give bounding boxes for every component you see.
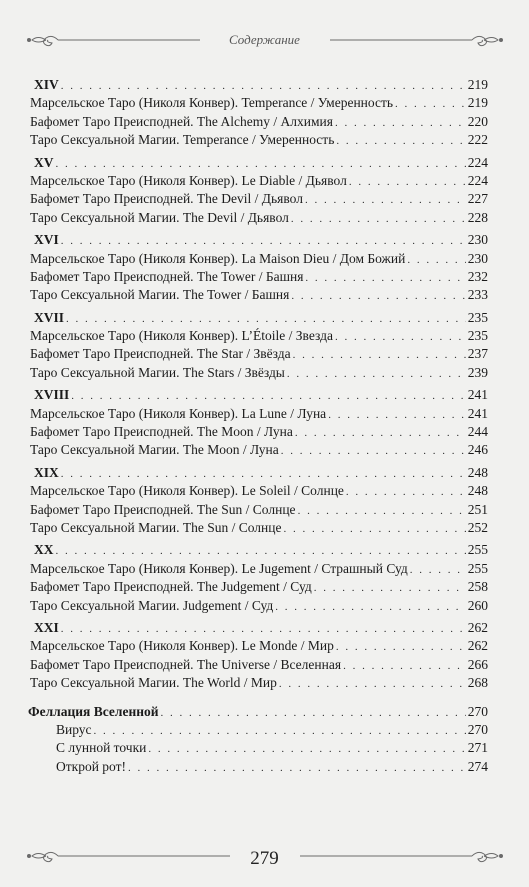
dot-leader [283,520,465,538]
dot-leader [61,77,466,95]
toc-page-number: 230 [467,232,488,248]
dot-leader [71,387,465,405]
toc-page-number: 224 [467,154,488,170]
toc-page-number: 274 [467,758,488,774]
toc-entry-title: Бафомет Таро Преисподней. The Alchemy / Алхимия [30,113,333,129]
dot-leader [275,598,465,616]
toc-entry [28,758,488,776]
toc-entry [28,519,488,537]
toc-page-number: 237 [467,346,488,362]
toc-entry-title: Бафомет Таро Преисподней. The Judgement / Суд [30,579,312,595]
toc-entry [28,721,488,739]
toc-entry-title: Таро Сексуальной Магии. The Sun / Солнце [30,519,282,535]
dot-leader [148,740,465,758]
toc-page-number: 222 [467,132,488,148]
toc-entry [28,560,488,578]
dot-leader [336,638,466,656]
toc-entry-title: Марсельское Таро (Николя Конвер). Temperance / Умеренность [30,95,394,111]
toc-page-number: 266 [467,656,488,672]
toc-entry-title: Марсельское Таро (Николя Конвер). La Lune / Луна [30,405,327,421]
toc-page-number: 219 [467,95,488,111]
toc-entry [28,250,488,268]
toc-entry-title: Марсельское Таро (Николя Конвер). Le Soleil / Солнце [30,483,344,499]
toc-entry-title: С лунной точки [56,740,147,756]
toc-entry [28,501,488,519]
toc-entry [28,209,488,227]
running-header [0,29,529,49]
running-header-title: Содержание [229,32,300,47]
dot-leader [293,346,466,364]
toc-page-number: 255 [467,542,488,558]
page-number: 279 [250,848,279,869]
dot-leader [61,620,466,638]
toc-entry-title: Бафомет Таро Преисподней. The Devil / Дьявол [30,191,303,207]
toc-section-entry [28,76,488,94]
toc-page-number: 262 [467,619,488,635]
dot-leader [281,442,466,460]
dot-leader [395,95,466,113]
toc-entry [28,172,488,190]
dot-leader [314,579,466,597]
dot-leader [407,251,465,269]
toc-entry [28,364,488,382]
toc-entry-title: Бафомет Таро Преисподней. The Tower / Башня [30,268,304,284]
toc-page-number: 262 [467,638,488,654]
dot-leader [161,704,466,722]
toc-entry-title: XIV [34,77,59,92]
toc-entry-title: Таро Сексуальной Магии. The World / Мир [30,675,277,691]
toc-section-entry [28,309,488,327]
toc-entry [28,94,488,112]
toc-section-entry [28,231,488,249]
toc-chapter-entry [28,703,488,721]
toc-entry-title: Таро Сексуальной Магии. The Devil / Дьявол [30,209,289,225]
toc-page-number: 228 [467,209,488,225]
toc-section-entry [28,386,488,404]
toc-entry-title: Марсельское Таро (Николя Конвер). Le Diable / Дьявол [30,172,347,188]
toc-entry [28,131,488,149]
dot-leader [336,132,465,150]
toc-page-number: 244 [467,424,488,440]
dot-leader [335,328,466,346]
dot-leader [279,675,466,693]
toc-entry [28,597,488,615]
toc-page-number: 220 [467,113,488,129]
dot-leader [291,287,465,305]
dot-leader [66,310,466,328]
toc-page-number: 241 [467,387,488,403]
dot-leader [410,561,466,579]
toc-page-number: 233 [467,287,488,303]
dot-leader [305,191,466,209]
dot-leader [56,155,466,173]
toc-entry-title: Марсельское Таро (Николя Конвер). La Maison Dieu / Дом Божий [30,250,406,266]
toc-entry-title: XX [34,542,54,558]
toc-page-number: 230 [467,250,488,266]
toc-entry-title: Таро Сексуальной Магии. Judgement / Суд [30,597,274,613]
toc-entry-title: Феллация Вселенной [28,703,159,719]
toc-page-number: 232 [467,268,488,284]
toc-section-entry [28,541,488,559]
toc-entry [28,739,488,757]
toc-entry-title: XIX [34,464,59,480]
dot-leader [349,173,466,191]
toc-entry-title: Таро Сексуальной Магии. The Moon / Луна [30,442,279,458]
toc-entry [28,327,488,345]
dot-leader [94,722,466,740]
toc-entry-title: XVIII [34,387,70,403]
dot-leader [305,269,465,287]
toc-page-number: 271 [467,740,488,756]
toc-entry [28,423,488,441]
dot-leader [56,542,466,560]
toc-page-number: 235 [467,328,488,344]
toc-entry [28,578,488,596]
toc-page-number: 246 [467,442,488,458]
toc-section-entry [28,464,488,482]
toc-page-number: 255 [467,560,488,576]
dot-leader [295,424,466,442]
toc-entry [28,405,488,423]
dot-leader [335,114,466,132]
toc-entry [28,656,488,674]
toc-entry [28,345,488,363]
toc-entry [28,637,488,655]
toc-page-number: 235 [467,309,488,325]
toc-entry [28,190,488,208]
dot-leader [291,210,466,228]
toc-entry [28,286,488,304]
toc-section-entry [28,619,488,637]
dot-leader [346,483,466,501]
toc-section-entry [28,154,488,172]
toc-page-number: 270 [467,703,488,719]
dot-leader [61,232,466,250]
toc-page-number: 219 [467,77,488,92]
toc-entry-title: Таро Сексуальной Магии. The Stars / Звёзды [30,364,285,380]
toc-page-number: 251 [467,501,488,517]
toc-entry-title: Бафомет Таро Преисподней. The Moon / Луна [30,424,293,440]
toc-page-number: 227 [467,191,488,207]
dot-leader [298,502,466,520]
toc-page-number: 239 [467,364,488,380]
toc-entry-title: Открой рот! [56,758,127,774]
toc-entry-title: XVII [34,309,65,325]
toc-page-number: 224 [467,172,488,188]
dot-leader [287,365,466,383]
toc-entry [28,674,488,692]
toc-page-number: 258 [467,579,488,595]
dot-leader [343,657,466,675]
toc-entry-title: Таро Сексуальной Магии. Temperance / Умеренность [30,132,335,148]
toc-page-number: 268 [467,675,488,691]
toc-entry-title: Бафомет Таро Преисподней. The Universe / Вселенная [30,656,342,672]
dot-leader [61,465,466,483]
toc-entry [28,482,488,500]
toc-entry-title: XV [34,154,54,170]
toc-page-number: 252 [467,519,488,535]
toc-entry-title: Марсельское Таро (Николя Конвер). L’Étoile / Звезда [30,328,333,344]
toc-page-number: 241 [467,405,488,421]
toc-page-number: 248 [467,483,488,499]
toc-entry [28,268,488,286]
toc-page-number: 270 [467,721,488,737]
toc-entry-title: XXI [34,619,59,635]
toc-entry-title: Бафомет Таро Преисподней. The Sun / Солнце [30,501,296,517]
toc-entry-title: Марсельское Таро (Николя Конвер). Le Monde / Мир [30,638,334,654]
toc-entry [28,113,488,131]
table-of-contents [28,76,488,776]
toc-entry-title: Вирус [56,721,92,737]
toc-page-number: 248 [467,464,488,480]
toc-entry-title: Бафомет Таро Преисподней. The Star / Звёзда [30,346,291,362]
toc-entry [28,441,488,459]
toc-page-number: 260 [467,597,488,613]
dot-leader [328,406,466,424]
dot-leader [128,759,466,777]
toc-entry-title: XVI [34,232,59,248]
toc-entry-title: Таро Сексуальной Магии. The Tower / Башня [30,287,290,303]
toc-entry-title: Марсельское Таро (Николя Конвер). Le Jugement / Страшный Суд [30,560,408,576]
